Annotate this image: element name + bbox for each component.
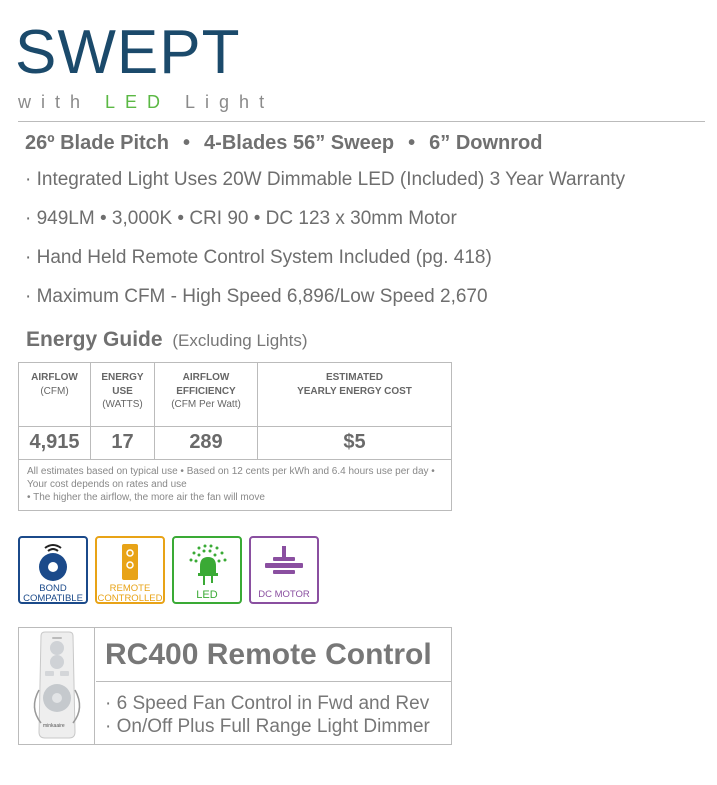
bond-label: BOND COMPATIBLE: [23, 583, 83, 604]
spec-downrod: 6” Downrod: [429, 132, 543, 154]
remote-label: REMOTE CONTROLLED: [97, 583, 163, 604]
dc-motor-label: DC MOTOR: [258, 589, 310, 600]
value-yearly-cost: $5: [258, 427, 452, 460]
remote-title: RC400 Remote Control: [105, 638, 432, 671]
remote-feature: · 6 Speed Fan Control in Fwd and Rev: [105, 693, 430, 714]
led-bulb-icon: [174, 540, 240, 588]
product-subtitle: with LED Light: [18, 92, 275, 112]
remote-controlled-badge: [95, 536, 165, 604]
remote-image: [19, 628, 95, 744]
spec-blades-sweep: 4-Blades 56” Sweep: [204, 132, 395, 154]
feature-item: · Hand Held Remote Control System Included (pg. 418): [25, 247, 492, 268]
remote-icon: [97, 540, 163, 584]
spec-line: 26º Blade Pitch • 4-Blades 56” Sweep • 6” Downrod: [25, 132, 543, 154]
bond-compatible-badge: [18, 536, 88, 604]
spec-blade-pitch: 26º Blade Pitch: [25, 132, 170, 154]
feature-item: · 949LM • 3,000K • CRI 90 • DC 123 x 30mm Motor: [25, 208, 457, 229]
feature-item: · Integrated Light Uses 20W Dimmable LED (Included) 3 Year Warranty: [25, 169, 626, 190]
motor-icon: [251, 542, 317, 586]
dc-motor-badge: [249, 536, 319, 604]
value-energy-use: 17: [91, 427, 155, 460]
energy-guide-table: [18, 362, 452, 511]
header-energy-use: ENERGY USE (WATTS): [91, 363, 155, 427]
value-airflow: 4,915: [19, 427, 91, 460]
led-badge: [172, 536, 242, 604]
remote-control-box: [18, 627, 452, 745]
led-label: LED: [196, 589, 218, 601]
remote-feature: · On/Off Plus Full Range Light Dimmer: [105, 716, 430, 737]
energy-guide-subtitle: (Excluding Lights): [172, 331, 308, 350]
energy-notes: All estimates based on typical use • Based on 12 cents per kWh and 6.4 hours use per day • Your cost depends on rates and use • The higher the airflow, the more air the fan will move: [19, 460, 452, 511]
energy-guide-title: Energy Guide (Excluding Lights): [26, 328, 308, 351]
feature-item: · Maximum CFM - High Speed 6,896/Low Speed 2,670: [25, 286, 488, 307]
value-efficiency: 289: [155, 427, 258, 460]
header-yearly-cost: ESTIMATED YEARLY ENERGY COST: [258, 363, 452, 427]
remote-brand: minkaaire: [43, 723, 65, 729]
subtitle-led: LED: [105, 92, 171, 112]
remote-divider: [96, 681, 451, 682]
header-airflow: AIRFLOW (CFM): [19, 363, 91, 427]
header-airflow-efficiency: AIRFLOW EFFICIENCY (CFM Per Watt): [155, 363, 258, 427]
product-title: SWEPT: [15, 18, 241, 87]
bond-icon: [20, 540, 86, 584]
title-divider: [18, 121, 705, 122]
